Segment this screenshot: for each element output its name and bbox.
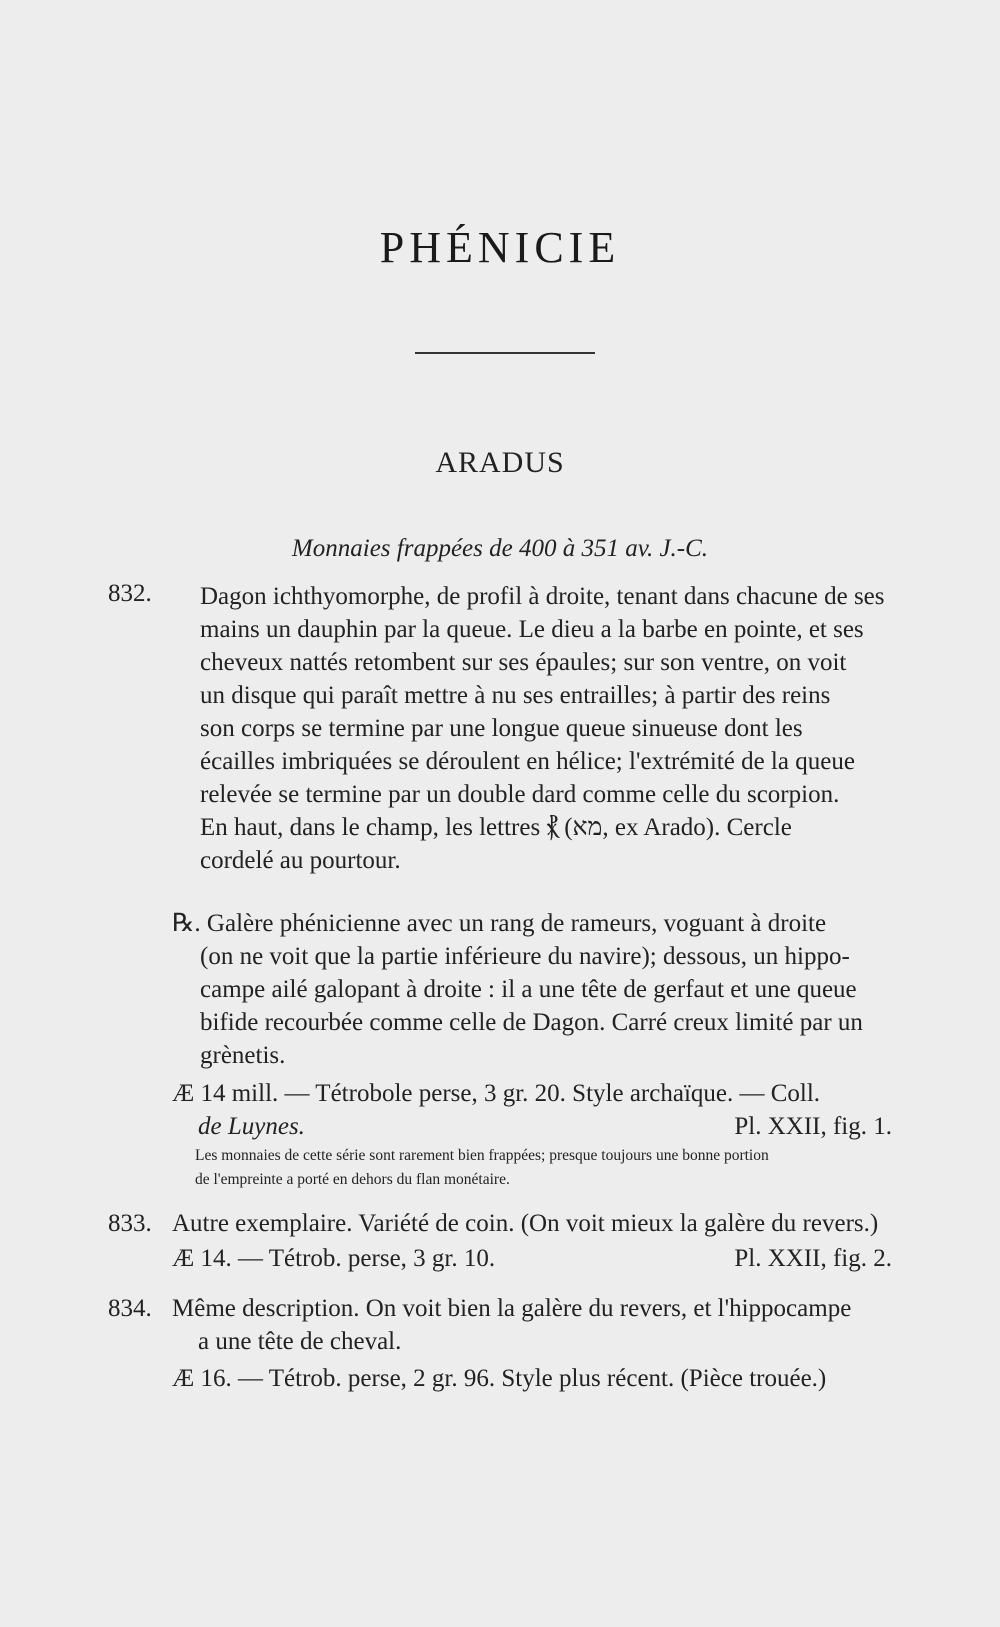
metal-row: [0, 1365, 1000, 1398]
collection-name: de Luynes.: [198, 1113, 305, 1140]
entry-reverse: [172, 907, 892, 1072]
description-line: En haut, dans le champ, les lettres ⳩ (מא, ex Arado). Cercle: [200, 814, 792, 841]
description-line: mains un dauphin par la queue. Le dieu a la barbe en pointe, et ses: [200, 616, 864, 643]
description-line: son corps se termine par une longue queue sinueuse dont les: [200, 715, 803, 742]
metal-line: Æ 14 mill. — Tétrobole perse, 3 gr. 20. Style archaïque. — Coll.: [172, 1080, 821, 1107]
description-line: un disque qui paraît mettre à nu ses entrailles; à partir des reins: [200, 682, 831, 709]
description-line: Même description. On voit bien la galère du revers, et l'hippocampe: [172, 1295, 852, 1322]
reverse-line: (on ne voit que la partie inférieure du navire); dessous, un hippo-: [200, 943, 850, 970]
plate-reference: Pl. XXII, fig. 2.: [734, 1245, 892, 1272]
description-line: cordelé au pourtour.: [200, 847, 401, 874]
description-line: relevée se termine par un double dard comme celle du scorpion.: [200, 781, 840, 808]
description-line: cheveux nattés retombent sur ses épaules; sur son ventre, on voit: [200, 649, 847, 676]
description-continuation: [0, 1328, 1000, 1361]
footnote: [195, 1144, 895, 1192]
reverse-line: grènetis.: [200, 1042, 286, 1069]
description-line: a une tête de cheval.: [198, 1328, 402, 1355]
title-rule: [415, 352, 595, 354]
plate-reference: Pl. XXII, fig. 1.: [734, 1113, 892, 1140]
description-line: Dagon ichthyomorphe, de profil à droite, tenant dans chacune de ses: [200, 583, 885, 610]
metal-row: [0, 1245, 1000, 1278]
reference-row: [0, 1113, 1000, 1146]
description-line: écailles imbriquées se déroulent en hélice; l'extrémité de la queue: [200, 748, 855, 775]
reverse-line: campe ailé galopant à droite : il a une tête de gerfaut et une queue: [200, 976, 857, 1003]
note-line: Les monnaies de cette série sont rarement bien frappées; presque toujours une bonne portion: [195, 1147, 769, 1164]
section-subtitle: Monnaies frappées de 400 à 351 av. J.-C.: [291, 535, 709, 562]
section-heading: ARADUS: [435, 446, 565, 479]
metal-line: Æ 16. — Tétrob. perse, 2 gr. 96. Style plus récent. (Pièce trouée.): [172, 1365, 827, 1392]
reverse-line: bifide recourbée comme celle de Dagon. Carré creux limité par un: [200, 1009, 863, 1036]
metal-line: Æ 14. — Tétrob. perse, 3 gr. 10.: [172, 1245, 496, 1272]
entry-number: 834.: [108, 1295, 152, 1322]
note-line: de l'empreinte a porté en dehors du flan monétaire.: [195, 1171, 510, 1188]
reverse-line: ℞. Galère phénicienne avec un rang de rameurs, voguant à droite: [172, 910, 827, 937]
entry-number: 833.: [108, 1210, 152, 1237]
entry-number: 832.: [108, 580, 152, 607]
entry-834: [0, 1295, 1000, 1328]
metal-row: [0, 1080, 1000, 1113]
entry-description: [200, 580, 892, 877]
page-title: PHÉNICIE: [379, 223, 621, 272]
entry-833: [0, 1210, 1000, 1243]
entry-description: Autre exemplaire. Variété de coin. (On voit mieux la galère du revers.): [172, 1210, 879, 1237]
